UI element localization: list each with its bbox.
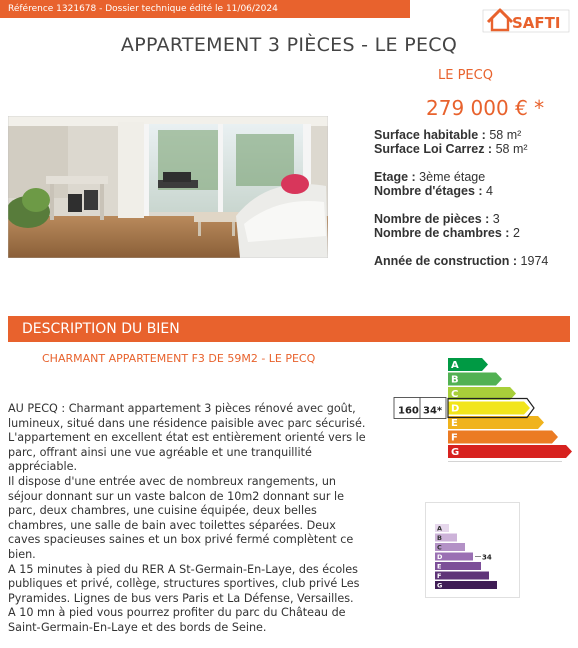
dpe-class-G [448, 445, 572, 458]
ges-class-G [435, 581, 497, 590]
ges-class-letter: F [437, 572, 442, 580]
ges-value: 34 [482, 553, 492, 562]
reference-text: Référence 1321678 - Dossier technique édité le 11/06/2024 [8, 4, 278, 14]
fact-nombre-chambres: Nombre de chambres : 2 [374, 226, 520, 240]
property-photo [8, 116, 328, 258]
reference-bar [0, 0, 410, 18]
description-paragraph: Il dispose d'une entrée avec de nombreux rangements, un séjour donnant sur un vaste balcon de 10m2 donnant sur le parc, deux chambres, une cuisine équipée, deux belles chambres, une salle de bain avec toilettes séparées. Deux caves spacieuses saines et un box privé fermé complètent ce bien. [8, 474, 354, 561]
dpe-class-B [448, 373, 502, 386]
dpe-class-F [448, 431, 558, 444]
ges-class-A [435, 524, 449, 533]
fact-nombre-pieces: Nombre de pièces : 3 [374, 212, 500, 226]
safti-logo [482, 2, 570, 34]
ges-class-F [435, 572, 489, 581]
ges-class-letter: B [437, 534, 442, 542]
fact-surface-carrez: Surface Loi Carrez : 58 m² [374, 142, 528, 156]
dpe-class-letter: D [451, 403, 460, 415]
listing-city: LE PECQ [438, 68, 493, 83]
energy-label [392, 352, 572, 482]
property-facts [374, 128, 548, 268]
svg-text:SAFTI: SAFTI [512, 14, 561, 32]
dpe-class-D [448, 402, 530, 415]
ges-class-D [435, 553, 473, 562]
dpe-class-letter: E [451, 418, 458, 429]
fact-nombre-etages: Nombre d'étages : 4 [374, 184, 493, 198]
section-heading [8, 316, 570, 342]
ges-class-C [435, 543, 465, 552]
ges-class-B [435, 534, 457, 543]
listing-title: APPARTEMENT 3 PIÈCES - LE PECQ [120, 34, 458, 56]
ges-class-letter: C [437, 543, 442, 552]
description-paragraph: AU PECQ : Charmant appartement 3 pièces rénové avec goût, lumineux, situé dans une résidence paisible avec parc sécurisé. L'appartement en excellent état est entièrement orienté vers le parc, offrant ainsi une vue agréable et une tranquillité appréciable. [8, 402, 366, 474]
ges-label [425, 502, 520, 598]
listing-price: 279 000 € * [426, 96, 545, 120]
dpe-class-letter: A [451, 360, 459, 371]
dpe-class-letter: B [451, 374, 459, 386]
dpe-class-letter: G [451, 447, 460, 458]
ges-class-letter: E [437, 562, 442, 571]
dpe-class-letter: F [451, 432, 458, 444]
fact-surface-habitable: Surface habitable : 58 m² [374, 128, 522, 142]
listing-subtitle: CHARMANT APPARTEMENT F3 DE 59M2 - LE PECQ [42, 352, 316, 365]
dpe-energy-value: 160 [398, 405, 419, 417]
ges-class-letter: G [437, 581, 443, 590]
description [8, 402, 368, 636]
dpe-ges-value: 34* [423, 405, 443, 417]
fact-etage: Etage : 3ème étage [374, 170, 486, 184]
dpe-class-letter: C [451, 389, 459, 400]
fact-annee-construction: Année de construction : 1974 [374, 254, 549, 268]
description-paragraph: A 15 minutes à pied du RER A St-Germain-En-Laye, des écoles publiques et privé, collège, structures sportives, club privé Les Pyramides. Lignes de bus vers Paris et La Défense, Versailles. [8, 562, 360, 605]
section-heading-text: DESCRIPTION DU BIEN [22, 321, 180, 337]
description-paragraph: A 10 mn à pied vous pourrez profiter du parc du Château de Saint-Germain-En-Laye et des bords de Seine. [8, 606, 346, 634]
dpe-class-A [448, 358, 488, 371]
ges-class-letter: A [437, 524, 443, 533]
ges-class-E [435, 562, 481, 571]
ges-class-letter: D [437, 553, 443, 561]
